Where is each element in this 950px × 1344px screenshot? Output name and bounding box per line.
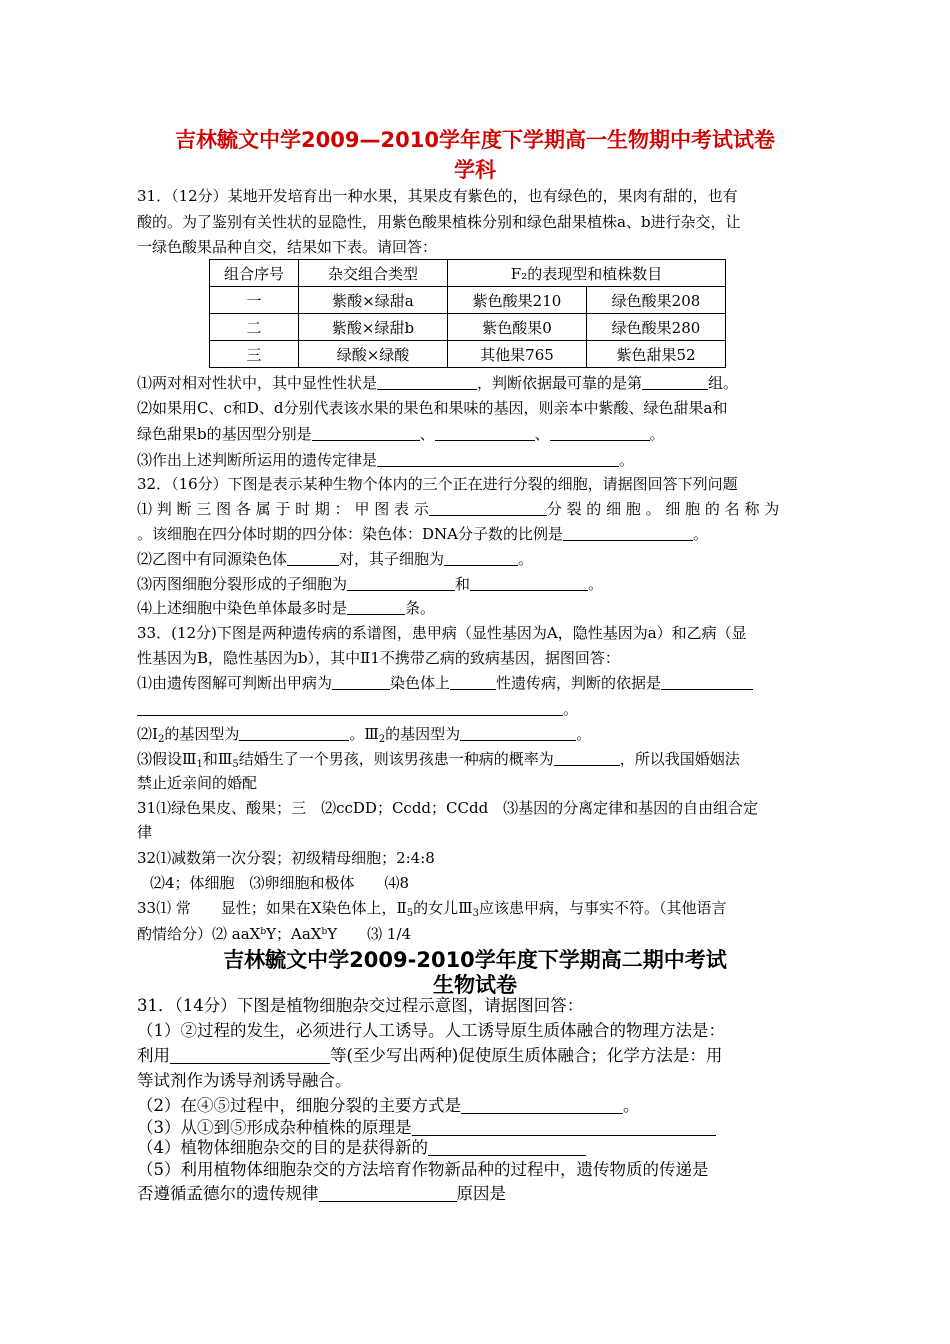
- answer-blank[interactable]: [642, 374, 708, 390]
- answer-blank[interactable]: [661, 674, 753, 690]
- q33-part3-line1: ⑶假设$Ⅲ_1$和$Ⅲ_5$结婚生了一个男孩，则该男孩患一种病的概率为 ，所以我国婚姻法: [137, 750, 740, 770]
- answer-31-line2: 律: [137, 823, 153, 841]
- q32-part1-line1: ⑴ 判 断 三 图 各 属 于 时 期 ： 甲 图 表 示 分 裂 的 细 胞 。 细 胞 的 名 称 为: [137, 500, 780, 518]
- doc1-subtitle: 学科: [454, 158, 496, 182]
- doc2-title: 吉林毓文中学2009-2010学年度下学期高二期中考试: [223, 948, 727, 972]
- doc2-q31-part1-line1: （1）②过程的发生，必须进行人工诱导。人工诱导原生质体融合的物理方法是：: [137, 1021, 725, 1040]
- answer-blank[interactable]: [377, 374, 477, 390]
- answer-blank[interactable]: [554, 750, 620, 766]
- answer-32-line2: ⑵4；体细胞 ⑶卵细胞和极体 ⑷8: [150, 874, 410, 892]
- q33-part1-line1: ⑴由遗传图解可判断出甲病为 染色体上 性遗传病，判断的依据是: [137, 673, 817, 693]
- answer-blank[interactable]: [239, 725, 349, 741]
- answer-blank[interactable]: [377, 451, 619, 467]
- answer-blank[interactable]: [347, 599, 405, 615]
- q31-part2-line2: 绿色甜果b的基因型分别是 、 、 。: [137, 425, 665, 443]
- doc2-q31-stem: 31．（14分）下图是植物细胞杂交过程示意图，请据图回答：: [137, 996, 584, 1015]
- q31-results-table: [209, 259, 726, 368]
- doc2-subtitle: 生物试卷: [433, 973, 517, 997]
- table-header-cell: 组合序号: [210, 260, 299, 287]
- answer-blank[interactable]: [444, 550, 518, 566]
- doc2-q31-part1-line2: 利用 等(至少写出两种)促使原生质体融合；化学方法是：用: [137, 1046, 723, 1065]
- doc2-q31-part5-line2: 否遵循孟德尔的遗传规律 原因是: [137, 1184, 506, 1203]
- table-cell: 绿酸×绿酸: [299, 341, 448, 368]
- q32-part3: ⑶丙图细胞分裂形成的子细胞为 和 。: [137, 575, 604, 593]
- q33-part2: $⑵Ⅰ_2$的基因型为 。$Ⅲ_2$的基因型为 。: [137, 725, 592, 745]
- q33-part3-line2: 禁止近亲间的婚配: [137, 774, 258, 792]
- table-cell: 紫色酸果210: [448, 287, 587, 314]
- answer-blank[interactable]: [312, 425, 420, 441]
- q33-stem-line1: 33．(12分)下图是两种遗传病的系谱图，患甲病（显性基因为A，隐性基因为a）和乙病（显: [137, 624, 747, 642]
- answer-blank[interactable]: [450, 674, 496, 690]
- q31-part2-line1: ⑵如果用C、c和D、d分别代表该水果的果色和果味的基因，则亲本中紫酸、绿色甜果a和: [137, 399, 728, 417]
- table-cell: 紫酸×绿甜b: [299, 314, 448, 341]
- table-cell: 紫色甜果52: [587, 341, 726, 368]
- answer-33-line2: 酌情给分）⑵ aaX$^b$Y；AaX$^b$Y ⑶ 1/4: [137, 925, 412, 943]
- doc2-q31-part3: （3）从①到⑤形成杂种植株的原理是: [137, 1117, 827, 1139]
- q33-stem-line2: 性基因为B，隐性基因为b），其中Ⅱ1不携带乙病的致病基因，据图回答：: [137, 649, 620, 667]
- answer-33-line1: 33⑴ 常 显性；如果在X染色体上，$Ⅱ_5$的女儿$Ⅲ_3$应该患甲病，与事实不符。（其他语言: [137, 899, 727, 919]
- q31-part1: ⑴两对相对性状中，其中显性性状是 ，判断依据最可靠的是第 组。: [137, 374, 739, 392]
- answer-blank[interactable]: [428, 1139, 586, 1156]
- answer-blank[interactable]: [332, 674, 390, 690]
- table-cell: 绿色酸果208: [587, 287, 726, 314]
- table-header-cell: 杂交组合类型: [299, 260, 448, 287]
- answer-blank[interactable]: [347, 575, 455, 591]
- answer-32-line1: 32⑴减数第一次分裂；初级精母细胞；2:4:8: [137, 849, 435, 867]
- doc2-q31-part4: （4）植物体细胞杂交的目的是获得新的: [137, 1137, 827, 1159]
- q33-part1-line2: 。: [137, 699, 817, 719]
- q31-stem-line3: 一绿色酸果品种自交，结果如下表。请回答：: [137, 238, 438, 256]
- q31-stem-line1: 31．（12分）某地开发培育出一种水果，其果皮有紫色的，也有绿色的，果肉有甜的，也有: [137, 187, 738, 205]
- table-cell: 三: [210, 341, 299, 368]
- answer-blank[interactable]: [460, 725, 576, 741]
- answer-blank[interactable]: [170, 1047, 330, 1064]
- q32-part2: ⑵乙图中有同源染色体 对，其子细胞为 。: [137, 550, 534, 568]
- answer-blank[interactable]: [412, 1119, 716, 1136]
- table-header-row: [210, 260, 726, 287]
- doc2-q31-part1-line3: 等试剂作为诱导剂诱导融合。: [137, 1071, 352, 1090]
- answer-blank[interactable]: [137, 700, 563, 716]
- doc1-title: 吉林毓文中学2009—2010学年度下学期高一生物期中考试试卷: [175, 128, 775, 152]
- q31-stem-line2: 酸的。为了鉴别有关性状的显隐性，用紫色酸果植株分别和绿色甜果植株a、b进行杂交，让: [137, 213, 741, 231]
- q31-part3: ⑶作出上述判断所运用的遗传定律是 。: [137, 451, 635, 469]
- q32-part1-line2: 。该细胞在四分体时期的四分体：染色体：DNA分子数的比例是 。: [137, 525, 709, 543]
- table-cell: 一: [210, 287, 299, 314]
- answer-blank[interactable]: [435, 425, 535, 441]
- doc2-q31-part2: （2）在④⑤过程中，细胞分裂的主要方式是 。: [137, 1096, 640, 1115]
- answer-31-line1: 31⑴绿色果皮、酸果；三 ⑵ccDD；Ccdd；CCdd ⑶基因的分离定律和基因的自由组合定: [137, 799, 759, 817]
- q32-stem: 32．（16分）下图是表示某种生物个体内的三个正在进行分裂的细胞，请据图回答下列问题: [137, 475, 738, 493]
- table-cell: 紫酸×绿甜a: [299, 287, 448, 314]
- table-cell: 绿色酸果280: [587, 314, 726, 341]
- table-row: [210, 287, 726, 314]
- answer-blank[interactable]: [319, 1185, 457, 1202]
- answer-blank[interactable]: [287, 550, 339, 566]
- q32-part4: ⑷上述细胞中染色单体最多时是 条。: [137, 599, 436, 617]
- table-row: [210, 314, 726, 341]
- table-cell: 紫色酸果0: [448, 314, 587, 341]
- answer-blank[interactable]: [563, 525, 693, 541]
- answer-blank[interactable]: [470, 575, 588, 591]
- table-row: [210, 341, 726, 368]
- doc2-q31-part5-line1: （5）利用植物体细胞杂交的方法培育作物新品种的过程中，遗传物质的传递是: [137, 1160, 709, 1179]
- answer-blank[interactable]: [429, 500, 547, 516]
- answer-blank[interactable]: [550, 425, 650, 441]
- answer-blank[interactable]: [461, 1097, 623, 1114]
- table-cell: 二: [210, 314, 299, 341]
- table-header-cell: F₂的表现型和植株数目: [448, 260, 726, 287]
- table-cell: 其他果765: [448, 341, 587, 368]
